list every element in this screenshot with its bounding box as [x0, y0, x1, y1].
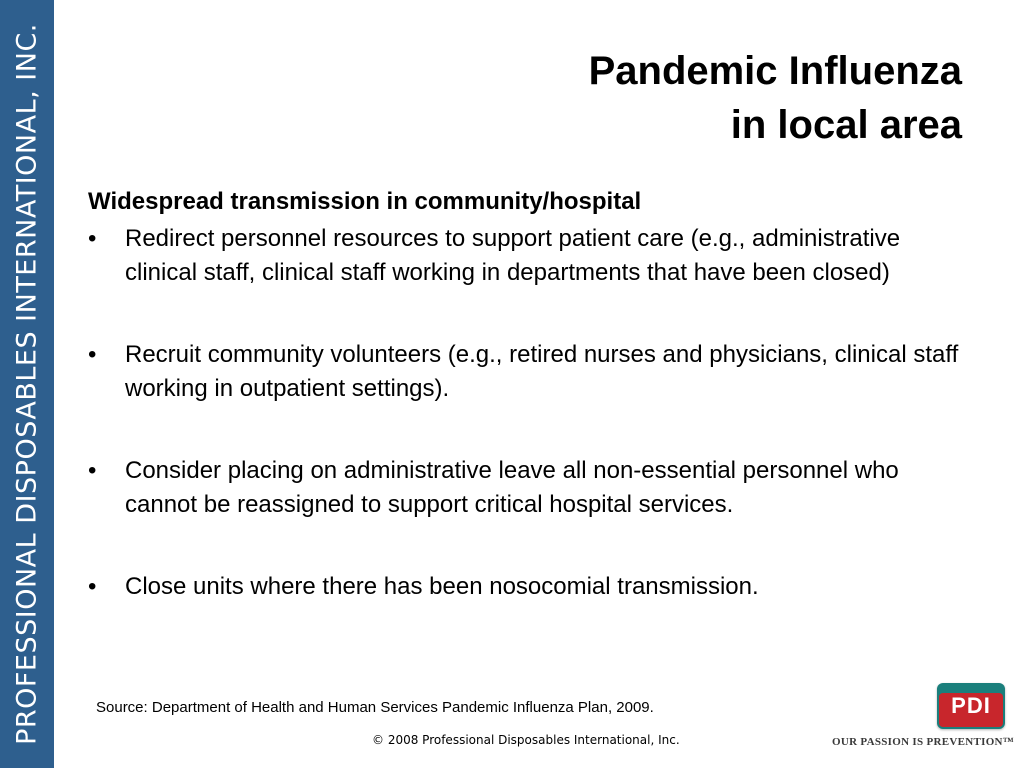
bullet-text: Redirect personnel resources to support patient care (e.g., administrative clinical staff, clinical staff working in departments that have been closed)	[125, 225, 901, 286]
slide-title-line-1: Pandemic Influenza	[588, 49, 962, 93]
slide-title-line-2: in local area	[730, 103, 962, 147]
bullet-dot-icon: •	[88, 225, 97, 252]
bullet-item	[88, 338, 968, 406]
content-heading: Widespread transmission in community/hospital	[88, 188, 642, 215]
pdi-logo	[937, 683, 1005, 729]
bullet-item	[88, 570, 968, 604]
copyright-notice: © 2008 Professional Disposables International, Inc.	[372, 733, 680, 747]
bullet-item	[88, 454, 968, 522]
bullet-text: Recruit community volunteers (e.g., retired nurses and physicians, clinical staff working in outpatient settings).	[125, 341, 959, 402]
bullet-text: Consider placing on administrative leave all non-essential personnel who cannot be reassigned to support critical hospital services.	[125, 457, 899, 518]
bullet-dot-icon: •	[88, 341, 97, 368]
tagline: OUR PASSION IS PREVENTION™	[832, 736, 1015, 748]
pdi-logo-text: PDI	[951, 693, 991, 718]
sidebar-band	[0, 0, 54, 768]
bullet-text: Close units where there has been nosocomial transmission.	[125, 573, 759, 600]
source-citation: Source: Department of Health and Human Services Pandemic Influenza Plan, 2009.	[96, 699, 654, 716]
slide-content	[88, 186, 968, 604]
bullet-item	[88, 222, 968, 290]
bullet-list	[88, 222, 968, 604]
bullet-dot-icon: •	[88, 573, 97, 600]
bullet-dot-icon: •	[88, 457, 97, 484]
sidebar-company-name: PROFESSIONAL DISPOSABLES INTERNATIONAL, INC.	[11, 23, 43, 745]
slide-title	[589, 44, 962, 152]
